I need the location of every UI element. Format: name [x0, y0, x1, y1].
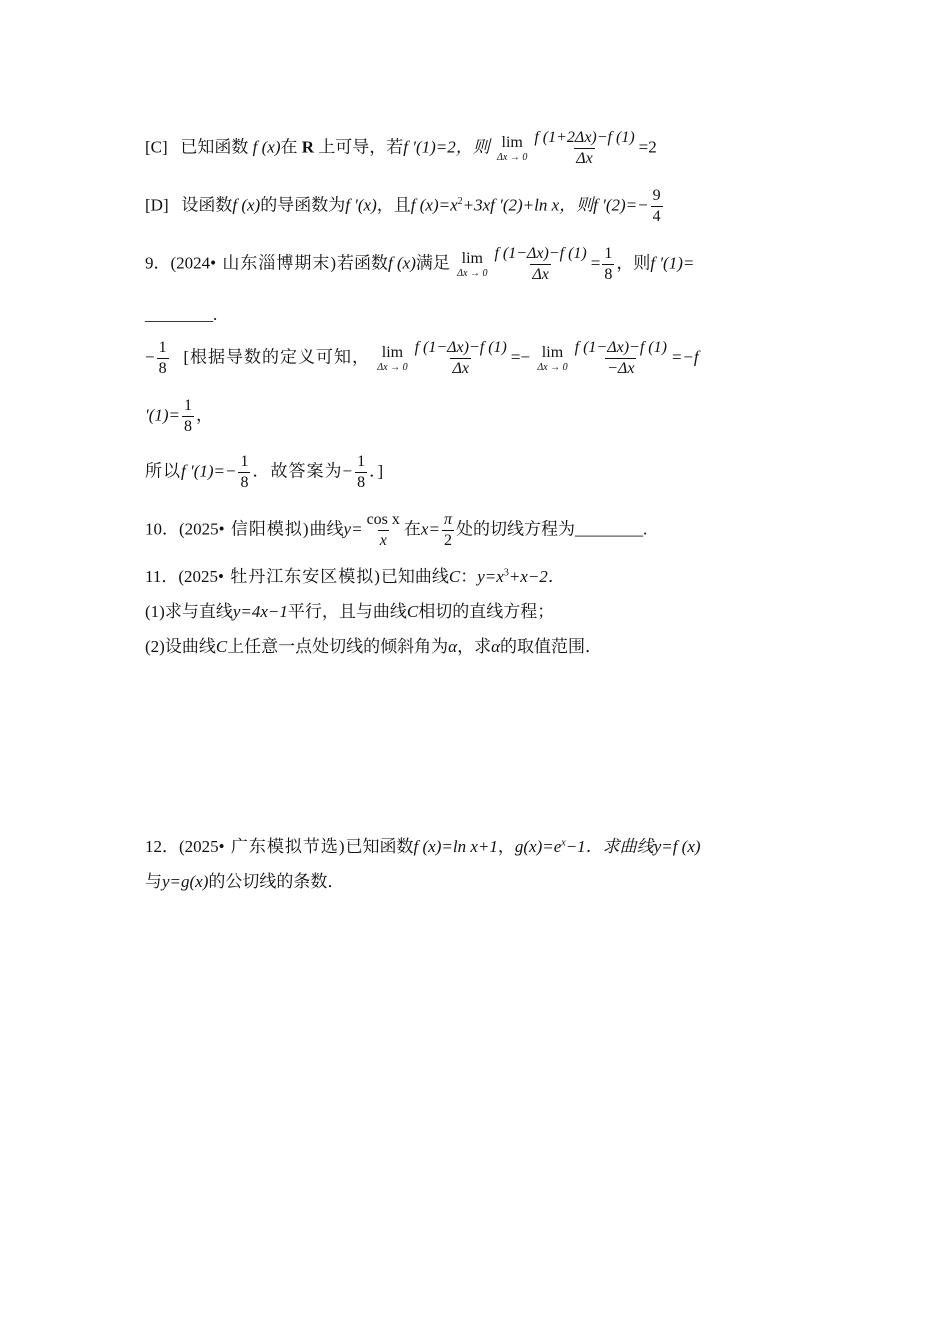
question-12-cont [145, 873, 810, 890]
math: +3xf ′(2)+ln x，则 [462, 195, 594, 215]
numerator: f (1−Δx)−f (1) [414, 339, 507, 356]
text: 的公切线的条数． [208, 872, 345, 891]
math: =− [510, 347, 531, 367]
text: 所以 [145, 461, 181, 481]
denominator: 8 [158, 360, 167, 377]
numerator: 1 [240, 453, 249, 470]
text: 设函数 [181, 195, 233, 215]
text: 在 [280, 137, 298, 157]
math: f (x)=x [410, 195, 458, 215]
text: 已知函数 [345, 837, 414, 856]
question-11-part-1 [145, 603, 810, 620]
text: ，且 [376, 195, 411, 215]
limit [457, 251, 487, 279]
denominator: Δx [452, 360, 469, 377]
question-11-part-2 [145, 638, 810, 655]
lim-sub: Δx → 0 [537, 361, 568, 373]
lim-word: lim [541, 343, 564, 361]
math: C [406, 602, 419, 621]
denominator: Δx [576, 150, 593, 167]
denominator: 8 [240, 474, 249, 491]
math: − [145, 347, 155, 367]
numerator: 1 [357, 453, 366, 470]
answer-blank [145, 306, 810, 323]
math: f ′(1)=2，则 [403, 137, 490, 157]
fraction [442, 512, 454, 549]
fraction [532, 130, 636, 167]
text: 满足 [415, 253, 450, 273]
numerator: 1 [158, 339, 167, 356]
text: 曲线 [309, 519, 344, 539]
text: 上可导，若 [318, 137, 404, 157]
math: f ′(1)=− [181, 461, 237, 481]
denominator: 8 [357, 474, 366, 491]
math: f (x) [232, 195, 261, 215]
question-10 [145, 512, 810, 549]
superscript: x [561, 837, 566, 849]
question-9 [145, 246, 810, 283]
question-number: 10．(2025 [145, 519, 219, 539]
math: =2 [638, 137, 657, 157]
text: 的导函数为 [260, 195, 346, 215]
math: f ′(x) [345, 195, 377, 215]
math: g(x)=e [514, 837, 562, 856]
denominator: 8 [184, 418, 193, 435]
limit [497, 135, 527, 163]
math: y=4x−1 [232, 602, 288, 621]
math: f (x) [252, 137, 281, 157]
denominator: −Δx [607, 360, 635, 377]
answer-9-cont [145, 398, 810, 435]
text: 相切的直线方程； [418, 602, 555, 621]
denominator: 2 [443, 532, 452, 549]
math: +x−2． [508, 567, 565, 586]
math: ′(1)= [145, 405, 181, 425]
option-c [145, 130, 810, 167]
fraction [182, 398, 194, 435]
text: 若函数 [337, 253, 389, 273]
text: ， [196, 405, 214, 425]
math: =−f [670, 347, 699, 367]
fraction [365, 512, 402, 549]
math: = [590, 253, 601, 273]
numerator: 1 [184, 397, 193, 414]
numerator: f (1+2Δx)−f (1) [534, 129, 635, 146]
math: f (x) [388, 253, 416, 273]
lim-sub: Δx → 0 [497, 151, 528, 163]
numerator: f (1−Δx)−f (1) [494, 245, 587, 262]
limit [537, 345, 567, 373]
fraction [355, 454, 367, 491]
denominator: 8 [604, 266, 613, 283]
superscript: 3 [503, 567, 509, 579]
math: C [448, 567, 461, 586]
question-12 [145, 838, 810, 855]
math: C [215, 637, 228, 656]
numerator: f (1−Δx)−f (1) [574, 339, 667, 356]
fraction [238, 454, 250, 491]
text: ．故答案为− [252, 461, 354, 481]
fraction [157, 340, 169, 377]
text: ： [460, 567, 478, 586]
limit [377, 345, 407, 373]
question-11 [145, 568, 810, 585]
text: 与 [145, 872, 162, 891]
fraction [413, 340, 509, 377]
denominator: 4 [652, 208, 661, 225]
math: R [301, 137, 315, 157]
text: 处的切线方程为________. [455, 519, 648, 539]
math: f (x)=ln x+1 [413, 837, 498, 856]
fraction [492, 246, 588, 283]
option-label: [C] [145, 137, 168, 157]
text: 上任意一点处切线的倾斜角为 [227, 637, 449, 656]
math: −1．求曲线 [565, 837, 654, 856]
math: y=x [477, 567, 504, 586]
denominator: x [379, 532, 387, 549]
explanation-text: [根据导数的定义可知， [183, 347, 371, 367]
question-source: • 广东模拟节选) [218, 837, 346, 856]
question-source: • 山东淄博期末) [210, 253, 338, 273]
text: 已知函数 [180, 137, 249, 157]
question-source: • 牡丹江东安区模拟) [218, 567, 381, 586]
lim-sub: Δx → 0 [377, 361, 408, 373]
math: f ′(1)= [650, 253, 695, 273]
fraction [573, 340, 669, 377]
text: (1)求与直线 [145, 602, 233, 621]
fraction [602, 246, 614, 283]
math: y= [343, 519, 363, 539]
numerator: π [443, 511, 452, 528]
denominator: Δx [532, 266, 549, 283]
text: ，求 [457, 637, 492, 656]
text: 在 [403, 519, 421, 539]
numerator: 1 [604, 245, 613, 262]
math: y=f (x) [653, 837, 701, 856]
question-number: 9．(2024 [145, 253, 211, 273]
math: α [448, 637, 458, 656]
numerator: 9 [652, 187, 661, 204]
text: 已知曲线 [380, 567, 449, 586]
math: y=g(x) [162, 872, 209, 891]
question-number: 12．(2025 [145, 837, 219, 856]
blank: ________. [145, 305, 218, 324]
text: ．] [369, 461, 384, 481]
answer-9-conclusion [145, 454, 810, 491]
option-d [145, 188, 810, 225]
question-source: • 信阳模拟) [218, 519, 310, 539]
numerator: cos x [366, 511, 400, 528]
lim-sub: Δx → 0 [457, 267, 488, 279]
text: 的取值范围． [500, 637, 603, 656]
text: (2)设曲线 [145, 637, 216, 656]
math: x= [420, 519, 440, 539]
superscript: 2 [457, 195, 463, 207]
option-label: [D] [145, 195, 169, 215]
text: ， [497, 837, 515, 856]
text: ，则 [616, 253, 651, 273]
lim-word: lim [501, 133, 523, 151]
text: 平行，且与曲线 [287, 602, 407, 621]
math: f ′(2)=− [593, 195, 649, 215]
math: α [491, 637, 501, 656]
lim-word: lim [461, 249, 483, 267]
question-number: 11．(2025 [145, 567, 219, 586]
fraction [651, 188, 663, 225]
lim-word: lim [381, 343, 404, 361]
answer-9 [145, 340, 810, 377]
